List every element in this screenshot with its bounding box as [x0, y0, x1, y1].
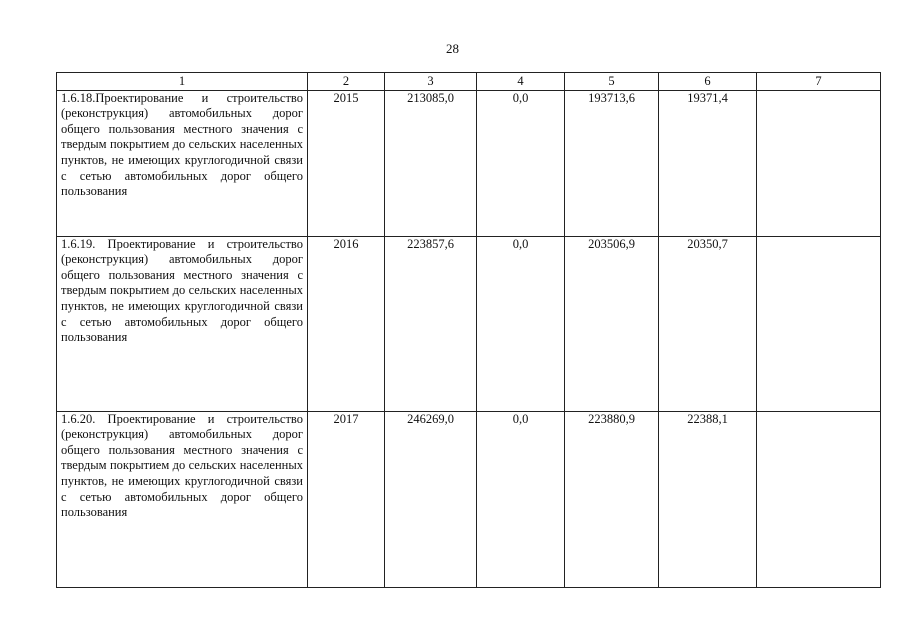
row-col5-value: 193713,6 — [565, 90, 659, 236]
row-col4-value: 0,0 — [477, 236, 565, 411]
column-header-4: 4 — [477, 73, 565, 91]
row-col7-value — [757, 236, 881, 411]
row-col7-value — [757, 90, 881, 236]
row-col3-value: 223857,6 — [385, 236, 477, 411]
row-year: 2016 — [308, 236, 385, 411]
column-header-3: 3 — [385, 73, 477, 91]
row-year: 2015 — [308, 90, 385, 236]
row-year: 2017 — [308, 411, 385, 587]
column-header-5: 5 — [565, 73, 659, 91]
table-row — [57, 236, 881, 411]
row-description: 1.6.20. Проектирование и строительство (реконструкция) автомобильных дорог общего пользования местного значения с твердым покрытием до сельских населенных пунктов, не имеющих круглогодичной связи с сетью автомобильных дорог общего пользования — [57, 411, 308, 587]
row-col4-value: 0,0 — [477, 90, 565, 236]
row-col4-value: 0,0 — [477, 411, 565, 587]
column-header-1: 1 — [57, 73, 308, 91]
row-col6-value: 22388,1 — [659, 411, 757, 587]
table-row — [57, 90, 881, 236]
row-description: 1.6.18.Проектирование и строительство (реконструкция) автомобильных дорог общего пользования местного значения с твердым покрытием до сельских населенных пунктов, не имеющих круглогодичной связи с сетью автомобильных дорог общего пользования — [57, 90, 308, 236]
row-col6-value: 20350,7 — [659, 236, 757, 411]
column-header-2: 2 — [308, 73, 385, 91]
row-col5-value: 223880,9 — [565, 411, 659, 587]
column-header-7: 7 — [757, 73, 881, 91]
row-col3-value: 213085,0 — [385, 90, 477, 236]
page-number: 28 — [446, 41, 459, 56]
column-header-6: 6 — [659, 73, 757, 91]
row-col7-value — [757, 411, 881, 587]
row-col6-value: 19371,4 — [659, 90, 757, 236]
header-row — [57, 73, 881, 91]
row-col3-value: 246269,0 — [385, 411, 477, 587]
row-col5-value: 203506,9 — [565, 236, 659, 411]
row-description: 1.6.19. Проектирование и строительство (реконструкция) автомобильных дорог общего пользования местного значения с твердым покрытием до сельских населенных пунктов, не имеющих круглогодичной связи с сетью автомобильных дорог общего пользования — [57, 236, 308, 411]
table-row — [57, 411, 881, 587]
program-table — [56, 72, 881, 588]
